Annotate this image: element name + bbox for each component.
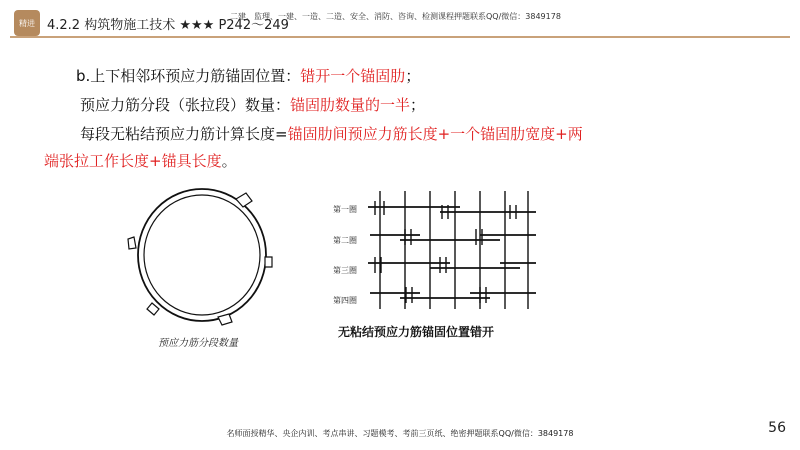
footer-text: 名师面授精华、央企内训、考点串讲、习题模考、考前三页纸、绝密押题联系QQ/微信：3849178: [226, 429, 574, 438]
line2-emphasis: 锚固肋数量的一半: [290, 96, 411, 114]
text-line-2: [80, 95, 425, 115]
top-note: 二建、监理、一建、一造、二造、安全、消防、咨询、检测课程押题联系QQ/微信：3849178: [230, 12, 561, 21]
left-figure-caption: 预应力筋分段数量: [158, 338, 238, 349]
logo: 精进: [14, 10, 40, 36]
ring-label-2: 第二圈: [333, 236, 357, 245]
staggered-anchor-figure: [360, 185, 540, 315]
page-number: 56: [768, 420, 786, 436]
line3-prefix: 每段无粘结预应力筋计算长度=: [80, 125, 288, 143]
ring-label-4: 第四圈: [333, 296, 357, 305]
line1-emphasis: 错开一个锚固肋: [300, 67, 406, 85]
line1-prefix: b.上下相邻环预应力筋锚固位置：: [76, 67, 301, 85]
header-divider: [10, 36, 790, 38]
ring-figure: [120, 185, 290, 335]
right-figure-caption: 无粘结预应力筋锚固位置错开: [338, 325, 495, 339]
line4-suffix: 。: [221, 152, 237, 170]
ring-label-3: 第三圈: [333, 266, 357, 275]
text-line-4: [44, 151, 237, 171]
text-line-3: [80, 124, 583, 144]
line4-emphasis: 端张拉工作长度+锚具长度: [44, 152, 222, 170]
ring-label-1: 第一圈: [333, 205, 357, 214]
line2-prefix: 预应力筋分段（张拉段）数量：: [80, 96, 291, 114]
section-title: 4.2.2 构筑物施工技术 ★★★ P242～249: [47, 18, 289, 33]
line1-suffix: ；: [405, 67, 421, 85]
line2-suffix: ；: [410, 96, 426, 114]
line3-emphasis: 锚固肋间预应力筋长度+一个锚固肋宽度+两: [287, 125, 583, 143]
text-line-1: [76, 66, 420, 86]
